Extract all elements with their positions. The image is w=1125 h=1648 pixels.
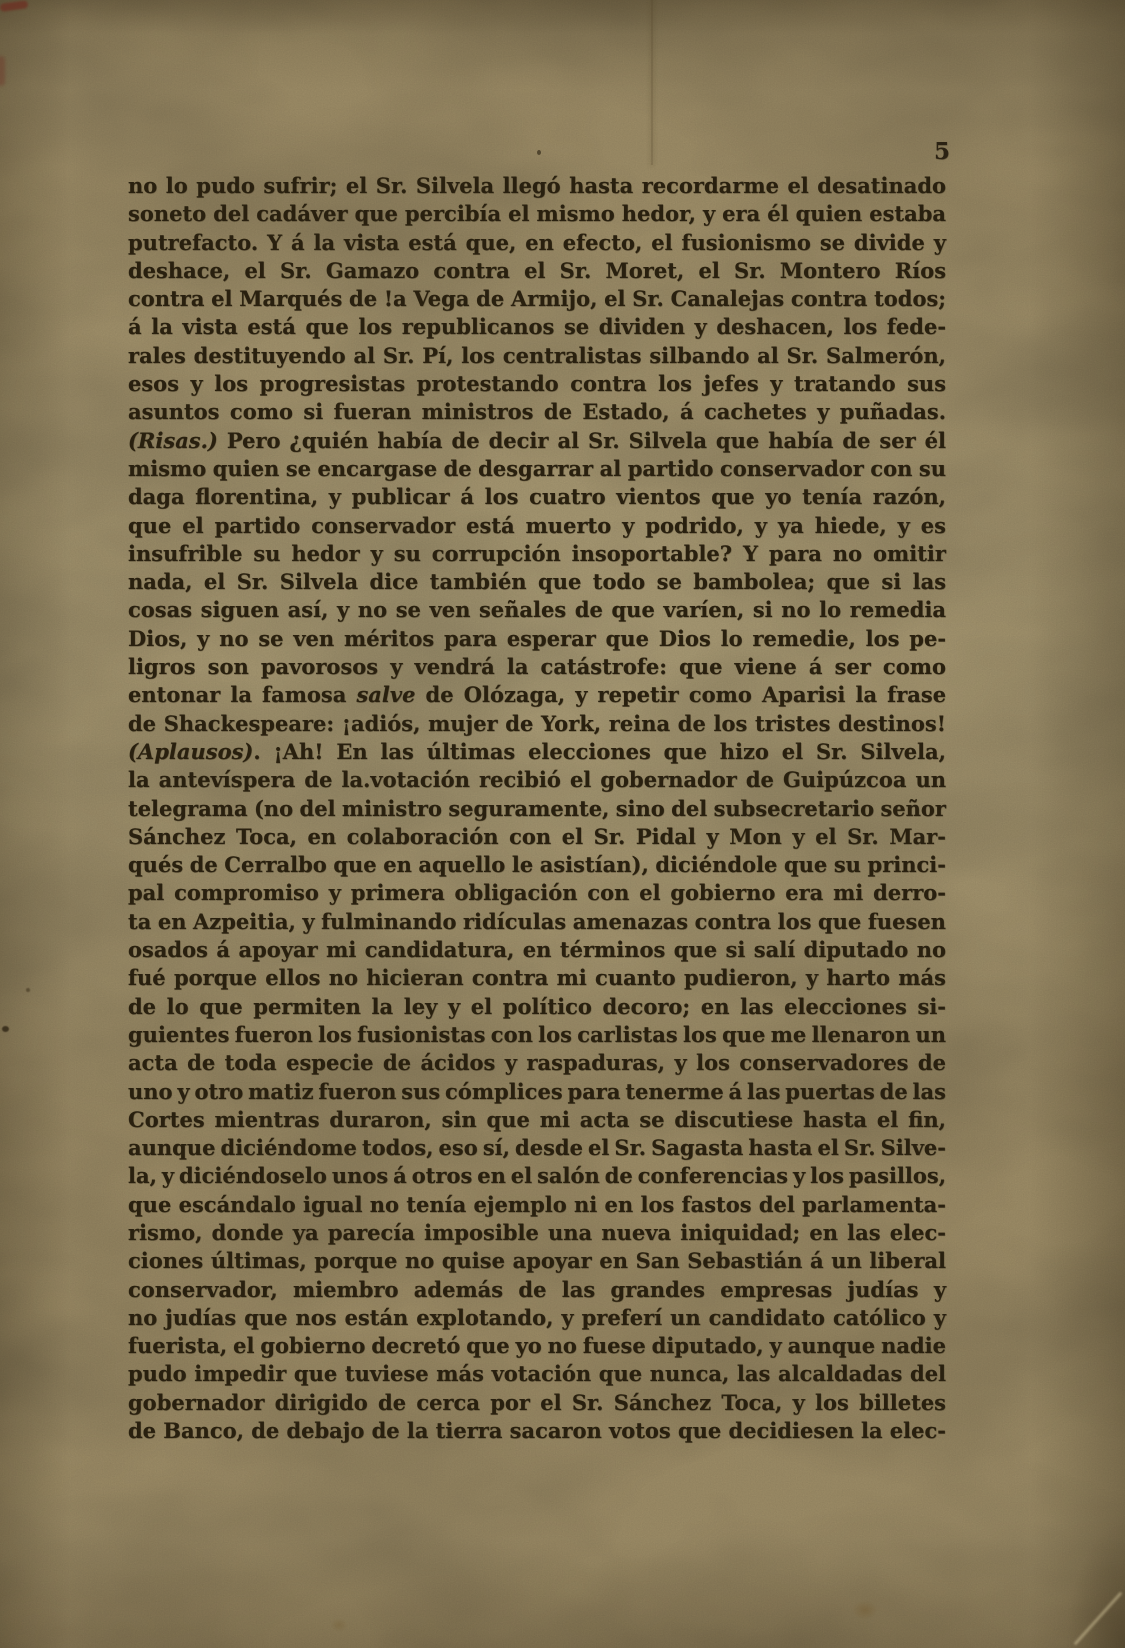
text-line: insufrible su hedor y su corrupción insoportable? Y para no omitir	[128, 540, 946, 566]
corner-scratch	[1073, 1591, 1122, 1645]
text-line: acta de toda especie de ácidos y raspaduras, y los conservadores de	[128, 1050, 946, 1076]
text-line: (Aplausos). ¡Ah! En las últimas elecciones que hizo el Sr. Silvela,	[128, 738, 946, 764]
text-line: Dios, y no se ven méritos para esperar que Dios lo remedie, los pe-	[128, 625, 947, 651]
text-line: Sánchez Toca, en colaboración con el Sr. Pidal y Mon y el Sr. Mar-	[128, 823, 946, 849]
text-line: pal compromiso y primera obligación con el gobierno era mi derro-	[128, 880, 947, 906]
text-line: deshace, el Sr. Gamazo contra el Sr. Moret, el Sr. Montero Ríos	[128, 257, 947, 283]
text-line: que escándalo igual no tenía ejemplo ni en los fastos del parlamenta-	[128, 1191, 946, 1217]
text-line: de Shackespeare: ¡adiós, mujer de York, reina de los tristes destinos!	[128, 710, 946, 736]
text-line: no judías que nos están explotando, y preferí un candidato católico y	[128, 1304, 946, 1330]
page-number: 5	[933, 138, 950, 165]
text-line: ciones últimas, porque no quise apoyar en San Sebastián á un liberal	[128, 1248, 946, 1274]
printers-dot-mark	[537, 150, 541, 155]
text-line: ta en Azpeitia, y fulminando ridículas amenazas contra los que fuesen	[128, 908, 946, 934]
text-line: daga florentina, y publicar á los cuatro vientos que yo tenía razón,	[128, 484, 946, 510]
text-line: la, y diciéndoselo unos á otros en el salón de conferencias y los pasillos,	[128, 1163, 947, 1189]
text-line: asuntos como si fueran ministros de Estado, á cachetes y puñadas.	[128, 399, 947, 425]
text-line: que el partido conservador está muerto y podrido, y ya hiede, y es	[128, 512, 946, 538]
text-line: mismo quien se encargase de desgarrar al partido conservador con su	[128, 455, 946, 481]
text-line: qués de Cerralbo que en aquello le asistían), diciéndole que su princi-	[128, 852, 946, 878]
text-line: ligros son pavorosos y vendrá la catástrofe: que viene á ser como	[128, 654, 946, 680]
text-line: á la vista está que los republicanos se dividen y deshacen, los fede-	[128, 314, 947, 340]
text-line: Cortes mientras duraron, sin que mi acta se discutiese hasta el fin,	[128, 1106, 946, 1132]
text-line: rismo, donde ya parecía imposible una nueva iniquidad; en las elec-	[128, 1219, 946, 1245]
corner-wear	[1055, 1498, 1125, 1648]
text-line: contra el Marqués de !a Vega de Armijo, el Sr. Canalejas contra todos;	[128, 286, 947, 312]
text-line: (Risas.) Pero ¿quién había de decir al Sr. Silvela que había de ser él	[128, 427, 947, 453]
text-line: uno y otro matiz fueron sus cómplices para tenerme á las puertas de las	[128, 1078, 946, 1104]
text-line: guientes fueron los fusionistas con los carlistas los que me llenaron un	[128, 1021, 946, 1047]
paper-stain	[330, 1618, 348, 1632]
text-line: pudo impedir que tuviese más votación que nunca, las alcaldadas del	[128, 1361, 947, 1387]
text-line: fuerista, el gobierno decretó que yo no fuese diputado, y aunque nadie	[128, 1333, 946, 1359]
text-line: nada, el Sr. Silvela dice también que todo se bambolea; que si las	[128, 569, 947, 595]
text-line: gobernador dirigido de cerca por el Sr. Sánchez Toca, y los billetes	[128, 1389, 946, 1415]
red-ink-mark-top-left	[0, 0, 28, 12]
text-line: osados á apoyar mi candidatura, en términos que si salí diputado no	[128, 937, 946, 963]
text-line: de Banco, de debajo de la tierra sacaron votos que decidiesen la elec-	[128, 1418, 946, 1444]
text-line: telegrama (no del ministro seguramente, sino del subsecretario señor	[128, 795, 946, 821]
text-line: cosas siguen así, y no se ven señales de que varíen, si no lo remedia	[128, 597, 947, 623]
text-line: conservador, miembro además de las grandes empresas judías y	[128, 1276, 947, 1302]
text-line: la antevíspera de la.votación recibió el gobernador de Guipúzcoa un	[128, 767, 947, 793]
text-line: no lo pudo sufrir; el Sr. Silvela llegó hasta recordarme el desatinado	[128, 173, 947, 198]
ink-speck	[26, 988, 30, 992]
text-line: putrefacto. Y á la vista está que, en efecto, el fusionismo se divide y	[128, 229, 946, 255]
text-line: soneto del cadáver que percibía el mismo hedor, y era él quien estaba	[128, 201, 946, 227]
text-line: de lo que permiten la ley y el político decoro; en las elecciones si-	[128, 993, 947, 1019]
ink-speck	[2, 1026, 9, 1032]
red-ink-mark-left-edge	[0, 56, 5, 86]
text-line: fué porque ellos no hicieran contra mi cuanto pudieron, y harto más	[128, 965, 946, 991]
text-line: rales destituyendo al Sr. Pí, los centralistas silbando al Sr. Salmerón,	[128, 342, 946, 368]
text-line: entonar la famosa salve de Olózaga, y repetir como Aparisi la frase	[128, 682, 947, 708]
page-text	[128, 172, 946, 1445]
text-line: esos y los progresistas protestando contra los jefes y tratando sus	[128, 371, 947, 397]
paper-stain	[852, 1600, 878, 1620]
text-line: aunque diciéndome todos, eso sí, desde el Sr. Sagasta hasta el Sr. Silve-	[128, 1135, 946, 1161]
